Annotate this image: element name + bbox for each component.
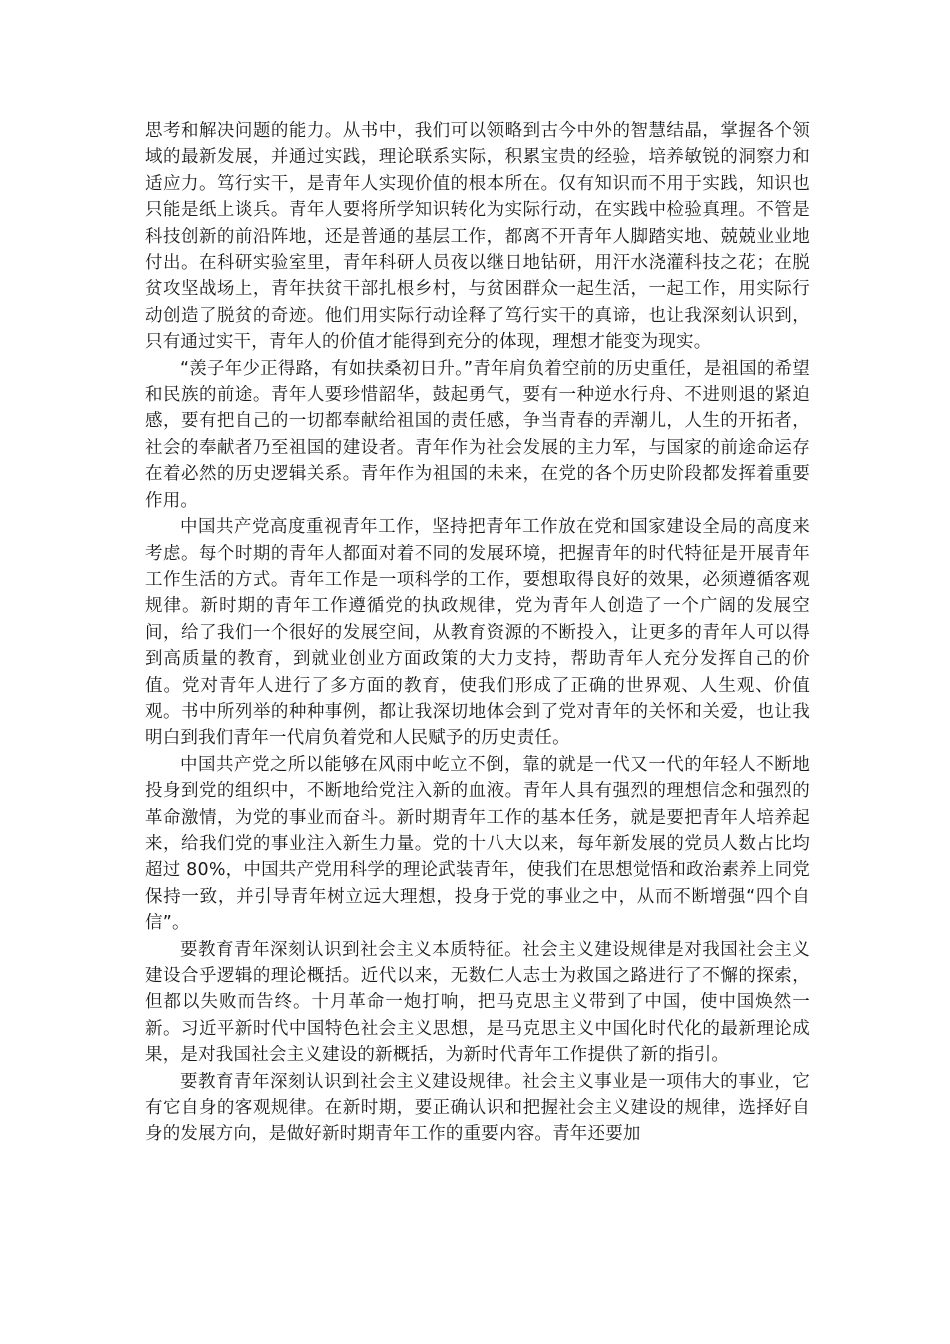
paragraph-party-youth-work: 中国共产党高度重视青年工作，坚持把青年工作放在党和国家建设全局的高度来考虑。每个时期的青年人都面对着不同的发展环境，把握青年的时代特征是开展青年工作生活的方式。青年工作是一项科学的工作，要想取得良好的效果，必须遵循客观规律。新时期的青年工作遵循党的执政规律，党为青年人创造了一个广阔的发展空间，给了我们一个很好的发展空间，从教育资源的不断投入，让更多的青年人可以得到高质量的教育，到就业创业方面政策的大力支持，帮助青年人充分发挥自己的价值。党对青年人进行了多方面的教育，使我们形成了正确的世界观、人生观、价值观。书中所列举的种种事例，都让我深切地体会到了党对青年的关怀和关爱，也让我明白到我们青年一代肩负着党和人民赋予的历史责任。 bbox=[145, 517, 810, 749]
paragraph-socialism-laws: 要教育青年深刻认识到社会主义建设规律。社会主义事业是一项伟大的事业，它有它自身的客观规律。在新时期，要正确认识和把握社会主义建设的规律，选择好自身的发展方向，是做好新时期青年工作的重要内容。青年还要加 bbox=[145, 1071, 810, 1145]
document-body bbox=[145, 118, 810, 1148]
paragraph-continuation: 思考和解决问题的能力。从书中，我们可以领略到古今中外的智慧结晶，掌握各个领域的最新发展，并通过实践，理论联系实际，积累宝贵的经验，培养敏锐的洞察力和适应力。笃行实干，是青年人实现价值的根本所在。仅有知识而不用于实践，知识也只能是纸上谈兵。青年人要将所学知识转化为实际行动，在实践中检验真理。不管是科技创新的前沿阵地，还是普通的基层工作，都离不开青年人脚踏实地、兢兢业业地付出。在科研实验室里，青年科研人员夜以继日地钻研，用汗水浇灌科技之花；在脱贫攻坚战场上，青年扶贫干部扎根乡村，与贫困群众一起生活，一起工作，用实际行动创造了脱贫的奇迹。他们用实际行动诠释了笃行实干的真谛，也让我深刻认识到，只有通过实干，青年人的价值才能得到充分的体现，理想才能变为现实。 bbox=[145, 121, 810, 353]
paragraph-youth-mission: “羡子年少正得路，有如扶桑初日升。”青年肩负着空前的历史重任，是祖国的希望和民族的前途。青年人要珍惜韶华，鼓起勇气，要有一种逆水行舟、不进则退的紧迫感，要有把自己的一切都奉献给祖国的责任感，争当青春的弄潮儿，人生的开拓者，社会的奉献者乃至祖国的建设者。青年作为社会发展的主力军，与国家的前途命运存在着必然的历史逻辑关系。青年作为祖国的未来，在党的各个历史阶段都发挥着重要作用。 bbox=[145, 358, 810, 511]
paragraph-party-new-blood: 中国共产党之所以能够在风雨中屹立不倒，靠的就是一代又一代的年轻人不断地投身到党的组织中，不断地给党注入新的血液。青年人具有强烈的理想信念和强烈的革命激情，为党的事业而奋斗。新时期青年工作的基本任务，就是要把青年人培养起来，给我们党的事业注入新生力量。党的十八大以来，每年新发展的党员人数占比均超过 80%，中国共产党用科学的理论武装青年，使我们在思想觉悟和政治素养上同党保持一致，并引导青年树立远大理想，投身于党的事业之中，从而不断增强“四个自信”。 bbox=[145, 754, 810, 934]
paragraph-socialism-essence: 要教育青年深刻认识到社会主义本质特征。社会主义建设规律是对我国社会主义建设合乎逻辑的理论概括。近代以来，无数仁人志士为救国之路进行了不懈的探索，但都以失败而告终。十月革命一炮打响，把马克思主义带到了中国，使中国焕然一新。习近平新时代中国特色社会主义思想，是马克思主义中国化时代化的最新理论成果，是对我国社会主义建设的新概括，为新时代青年工作提供了新的指引。 bbox=[145, 939, 810, 1066]
